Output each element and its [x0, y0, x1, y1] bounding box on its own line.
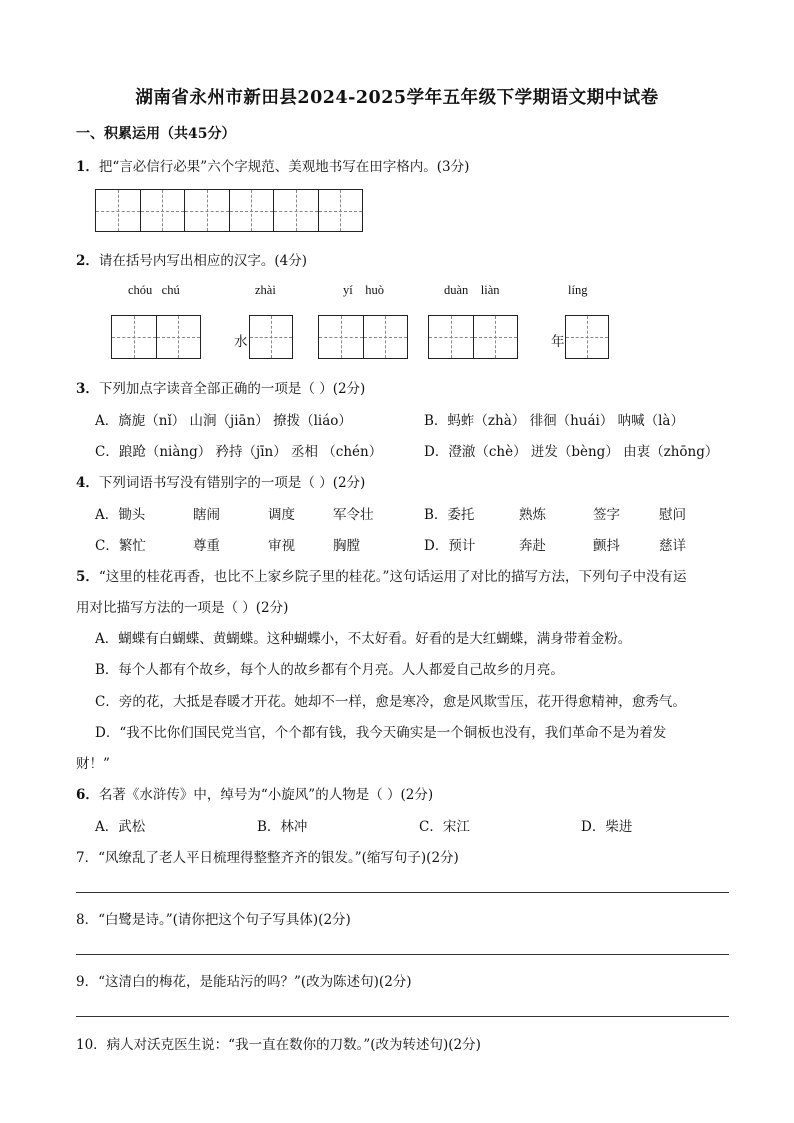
grid-cell[interactable] — [319, 316, 364, 358]
q4-c-word-4: 胸膛 — [333, 538, 360, 554]
grid-cell[interactable] — [250, 316, 292, 358]
writing-grid-q1[interactable] — [95, 189, 363, 232]
question-5-line-1: 5．“这里的桂花再香，也比不上家乡院子里的桂花。”这句话运用了对比的描写方法，下列句子中没有运 — [76, 569, 687, 585]
q4-option-b[interactable]: B．委托 — [424, 507, 475, 523]
question-2: 2．请在括号内写出相应的汉字。(4分) — [76, 253, 308, 269]
pinyin-3: yí huò — [343, 283, 384, 297]
pinyin-1: chóu chú — [128, 283, 180, 297]
q4-d-word-3: 颤抖 — [593, 538, 620, 554]
answer-line-q7[interactable] — [76, 892, 729, 893]
grid-cell[interactable] — [112, 316, 157, 358]
grid-cell[interactable] — [157, 316, 201, 358]
q3-option-a[interactable]: A．旖旎（nǐ） 山涧（jiān） 撩拨（liáo） — [95, 413, 352, 429]
q3-option-b[interactable]: B．蚂蚱（zhà） 徘徊（huái） 呐喊（là） — [424, 413, 684, 429]
grid-cell[interactable] — [274, 190, 319, 231]
writing-grid-q2-2[interactable] — [249, 315, 293, 359]
pinyin-2: zhài — [255, 283, 276, 297]
q4-d-word-4: 慈详 — [659, 538, 686, 554]
writing-grid-q2-1[interactable] — [111, 315, 201, 359]
question-5-line-2: 用对比描写方法的一项是（ ）(2分) — [76, 600, 289, 616]
grid-cell[interactable] — [96, 190, 141, 231]
q6-option-b[interactable]: B．林冲 — [257, 819, 308, 835]
q4-option-a[interactable]: A．锄头 — [95, 507, 146, 523]
q4-c-word-2: 尊重 — [193, 538, 220, 554]
q5-option-d[interactable]: D．“我不比你们国民党当官，个个都有钱，我今天确实是一个铜板也没有，我们革命不是为着发 — [95, 725, 667, 741]
pinyin-5: líng — [568, 283, 588, 297]
grid-cell[interactable] — [474, 316, 518, 358]
q4-option-c[interactable]: C．繁忙 — [95, 538, 146, 554]
q6-option-a[interactable]: A．武松 — [95, 819, 146, 835]
q4-b-word-2: 熟炼 — [519, 507, 546, 523]
q5-option-c[interactable]: C．旁的花，大抵是春暖才开花。她却不一样，愈是寒冷，愈是风欺雪压，花开得愈精神，愈秀气。 — [95, 694, 686, 710]
writing-grid-q2-4[interactable] — [428, 315, 518, 359]
writing-grid-q2-3[interactable] — [318, 315, 408, 359]
page-title: 湖南省永州市新田县2024-2025学年五年级下学期语文期中试卷 — [135, 88, 659, 108]
q4-b-word-3: 签字 — [593, 507, 620, 523]
grid-cell[interactable] — [566, 316, 608, 358]
q3-option-c[interactable]: C．踉跄（niàng） 矜持（jīn） 丞相 （chén） — [95, 444, 383, 460]
q4-option-d[interactable]: D．预计 — [424, 538, 476, 554]
section-heading: 一、积累运用（共45分） — [76, 126, 236, 142]
grid-cell[interactable] — [364, 316, 408, 358]
q4-a-word-4: 军令壮 — [333, 507, 374, 523]
question-10: 10．病人对沃克医生说：“我一直在数你的刀数。”(改为转述句)(2分) — [76, 1037, 481, 1053]
q5-option-a[interactable]: A．蝴蝶有白蝴蝶、黄蝴蝶。这种蝴蝶小，不太好看。好看的是大红蝴蝶，满身带着金粉。 — [95, 631, 632, 647]
grid-cell[interactable] — [141, 190, 186, 231]
answer-line-q8[interactable] — [76, 954, 729, 955]
prefix-char-water: 水 — [234, 334, 248, 350]
q4-d-word-2: 奔赴 — [519, 538, 546, 554]
question-6: 6．名著《水浒传》中，绰号为“小旋风”的人物是（ ）(2分) — [76, 787, 434, 803]
question-3: 3．下列加点字读音全部正确的一项是（ ）(2分) — [76, 381, 366, 397]
q6-option-d[interactable]: D．柴进 — [581, 819, 633, 835]
grid-cell[interactable] — [230, 190, 275, 231]
q6-option-c[interactable]: C．宋江 — [419, 819, 470, 835]
q5-option-d-cont: 财！” — [76, 756, 110, 772]
answer-line-q9[interactable] — [76, 1016, 729, 1017]
grid-cell[interactable] — [319, 190, 363, 231]
pinyin-4: duàn liàn — [444, 283, 500, 297]
question-9: 9．“这清白的梅花，是能玷污的吗？”(改为陈述句)(2分) — [76, 974, 412, 990]
q4-c-word-3: 审视 — [268, 538, 295, 554]
writing-grid-q2-5[interactable] — [565, 315, 609, 359]
q4-a-word-2: 瞎闹 — [193, 507, 220, 523]
q3-option-d[interactable]: D．澄澈（chè） 迸发（bèng） 由衷（zhōng） — [424, 444, 719, 460]
grid-cell[interactable] — [185, 190, 230, 231]
question-7: 7．“风缭乱了老人平日梳理得整整齐齐的银发。”(缩写句子)(2分) — [76, 850, 459, 866]
prefix-char-year: 年 — [551, 334, 565, 350]
q4-b-word-4: 慰问 — [659, 507, 686, 523]
q4-a-word-3: 调度 — [268, 507, 295, 523]
question-8: 8．“白鹭是诗。”(请你把这个句子写具体)(2分) — [76, 912, 351, 928]
question-1: 1．把“言必信行必果”六个字规范、美观地书写在田字格内。(3分) — [76, 159, 470, 175]
question-4: 4．下列词语书写没有错别字的一项是（ ）(2分) — [76, 475, 366, 491]
q5-option-b[interactable]: B．每个人都有个故乡，每个人的故乡都有个月亮。人人都爱自己故乡的月亮。 — [95, 662, 564, 678]
grid-cell[interactable] — [429, 316, 474, 358]
